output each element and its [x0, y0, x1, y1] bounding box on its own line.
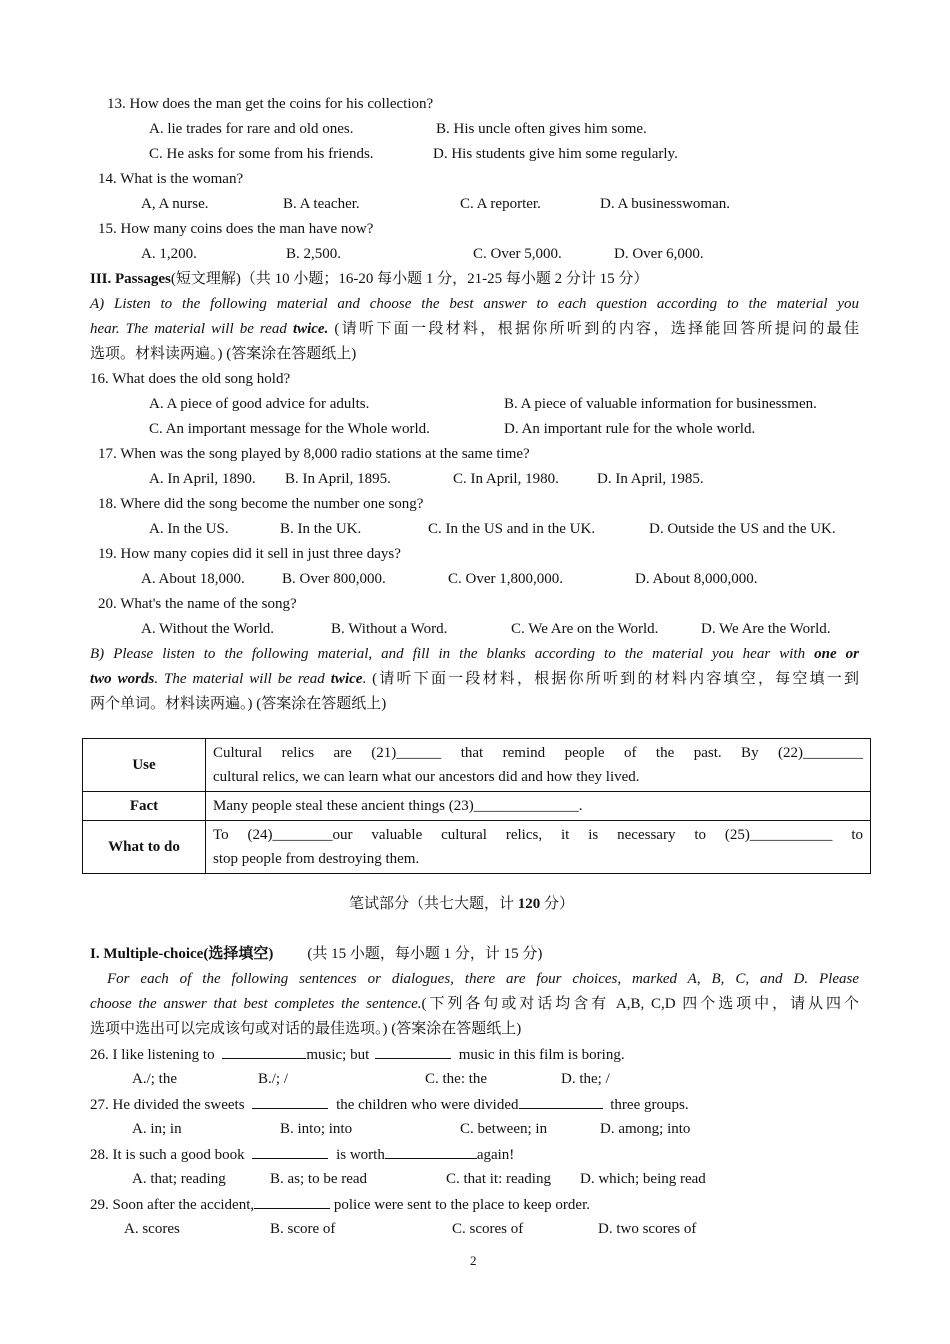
q17-option-a: A. In April, 1890. [149, 471, 256, 487]
q28-option-c: C. that it: reading [446, 1171, 551, 1187]
part-b-one-or: one or [814, 646, 859, 662]
q15-option-a: A. 1,200. [141, 246, 197, 262]
section-1-instruction-line2-cn: (下列各句或对话均含有 A,B, C,D 四个选项中，请从四个 [421, 996, 859, 1012]
q20-stem: 20. What's the name of the song? [98, 596, 297, 612]
q13-option-b: B. His uncle often gives him some. [436, 121, 647, 137]
q19-stem: 19. How many copies did it sell in just three days? [98, 546, 401, 562]
part-a-instruction-line2-italic: hear. The material will be read [90, 321, 293, 337]
q17-option-c: C. In April, 1980. [453, 471, 559, 487]
q27-part1: 27. He divided the sweets [90, 1097, 249, 1113]
table-head-use: Use [83, 739, 206, 792]
q29-option-b: B. score of [270, 1221, 336, 1237]
table-cell-use [206, 739, 871, 792]
q16-stem: 16. What does the old song hold? [90, 371, 291, 387]
q13-option-a: A. lie trades for rare and old ones. [149, 121, 354, 137]
section-1-instruction-line2-italic: choose the answer that best completes the sentence. [90, 996, 422, 1012]
q26-option-d: D. the; / [561, 1071, 610, 1087]
section-1-title [90, 944, 542, 964]
table-cell-what-to-do [206, 821, 871, 874]
q29-stem [90, 1194, 590, 1215]
q17-stem: 17. When was the song played by 8,000 radio stations at the same time? [98, 446, 530, 462]
q26-part2: music; but [306, 1047, 373, 1063]
q26-option-b: B./; / [258, 1071, 289, 1087]
q15-option-b: B. 2,500. [286, 246, 342, 262]
q18-stem: 18. Where did the song become the number one song? [98, 496, 424, 512]
q26-stem [90, 1044, 625, 1065]
q18-option-a: A. In the US. [149, 521, 229, 537]
q19-option-d: D. About 8,000,000. [635, 571, 758, 587]
q28-blank1 [252, 1144, 328, 1159]
q27-option-c: C. between; in [460, 1121, 548, 1137]
written-part-score: 120 [517, 896, 541, 912]
section-3-title-cn: (短文理解)（共 10 小题；16-20 每小题 1 分，21-25 每小题 2 分计 15 分） [170, 271, 649, 287]
q27-blank2 [519, 1094, 603, 1109]
section-1-instruction-line3: 选项中选出可以完成该句或对话的最佳选项。) (答案涂在答题纸上) [90, 1021, 522, 1037]
section-1-score: (共 15 小题，每小题 1 分，计 15 分) [307, 946, 543, 962]
q14-option-d: D. A businesswoman. [600, 196, 731, 212]
q20-option-b: B. Without a Word. [331, 621, 448, 637]
table-use-line1: Cultural relics are (21)______ that remind people of the past. By (22)________ [213, 745, 863, 761]
q16-option-a: A. A piece of good advice for adults. [149, 396, 370, 412]
q16-option-b: B. A piece of valuable information for businessmen. [504, 396, 817, 412]
written-part-post: 分） [540, 896, 575, 912]
q27-part2: the children who were divided [332, 1097, 519, 1113]
q28-option-b: B. as; to be read [270, 1171, 368, 1187]
fill-in-table [82, 738, 871, 874]
section-3-title-en: III. Passages [90, 271, 171, 287]
q15-option-d: D. Over 6,000. [614, 246, 704, 262]
table-row-fact [83, 792, 871, 821]
section-1-instruction-line2 [90, 994, 859, 1014]
q17-option-d: D. In April, 1985. [597, 471, 704, 487]
q18-option-b: B. In the UK. [280, 521, 362, 537]
q18-option-d: D. Outside the US and the UK. [649, 521, 836, 537]
q28-part3: again! [476, 1147, 515, 1163]
part-a-instruction-line1: A) Listen to the following material and choose the best answer to each question according to the material you [90, 296, 859, 312]
part-b-twice: twice [330, 671, 363, 687]
q20-option-c: C. We Are on the World. [511, 621, 659, 637]
part-b-two-words: two words [90, 671, 155, 687]
part-a-instruction-line2 [90, 319, 859, 339]
part-b-instruction-line1 [90, 644, 859, 664]
q14-option-b: B. A teacher. [283, 196, 360, 212]
section-1-title-en: I. Multiple-choice [90, 946, 204, 962]
q28-stem [90, 1144, 514, 1165]
part-b-instruction-line3: 两个单词。材料读两遍。) (答案涂在答题纸上) [90, 696, 387, 712]
section-1-title-cn: (选择填空) [203, 946, 274, 962]
q14-option-a: A, A nurse. [141, 196, 209, 212]
q16-option-d: D. An important rule for the whole world. [504, 421, 756, 437]
q29-option-d: D. two scores of [598, 1221, 697, 1237]
q14-stem: 14. What is the woman? [98, 171, 244, 187]
q28-option-a: A. that; reading [132, 1171, 226, 1187]
part-b-instruction-line2-cn: . (请听下面一段材料，根据你所听到的材料内容填空，每空填一到 [362, 671, 859, 687]
q13-option-c: C. He asks for some from his friends. [149, 146, 374, 162]
q19-option-b: B. Over 800,000. [282, 571, 386, 587]
q20-option-a: A. Without the World. [141, 621, 275, 637]
table-cell-fact: Many people steal these ancient things (23)______________. [206, 792, 871, 821]
q29-option-c: C. scores of [452, 1221, 524, 1237]
q16-option-c: C. An important message for the Whole world. [149, 421, 430, 437]
table-use-line2: cultural relics, we can learn what our ancestors did and how they lived. [213, 769, 640, 785]
part-a-instruction-line3: 选项。材料读两遍。) (答案涂在答题纸上) [90, 346, 357, 362]
q27-option-b: B. into; into [280, 1121, 353, 1137]
table-what-to-do-line2: stop people from destroying them. [213, 851, 420, 867]
section-3-title [90, 269, 648, 289]
q26-part3: music in this film is boring. [455, 1047, 625, 1063]
q29-part1: 29. Soon after the accident, [90, 1197, 255, 1213]
q27-option-a: A. in; in [132, 1121, 182, 1137]
table-what-to-do-line1: To (24)________our valuable cultural relics, it is necessary to (25)___________ to [213, 827, 863, 843]
q27-stem [90, 1094, 689, 1115]
part-a-instruction-line2-cn: (请听下面一段材料，根据你所听到的内容，选择能回答所提问的最佳 [328, 321, 859, 337]
q26-blank2 [375, 1044, 451, 1059]
q26-blank1 [222, 1044, 306, 1059]
q13-option-d: D. His students give him some regularly. [433, 146, 678, 162]
q28-part1: 28. It is such a good book [90, 1147, 249, 1163]
q13-stem: 13. How does the man get the coins for his collection? [107, 96, 434, 112]
q15-option-c: C. Over 5,000. [473, 246, 562, 262]
q29-blank1 [254, 1194, 330, 1209]
written-part-heading [349, 894, 574, 914]
q29-option-a: A. scores [124, 1221, 180, 1237]
section-1-instruction-line1: For each of the following sentences or dialogues, there are four choices, marked A, B, C, and D. Please [107, 971, 859, 987]
q19-option-c: C. Over 1,800,000. [448, 571, 563, 587]
q18-option-c: C. In the US and in the UK. [428, 521, 596, 537]
q15-stem: 15. How many coins does the man have now? [98, 221, 374, 237]
q27-part3: three groups. [606, 1097, 689, 1113]
table-row-what-to-do [83, 821, 871, 874]
q17-option-b: B. In April, 1895. [285, 471, 391, 487]
q26-part1: 26. I like listening to [90, 1047, 219, 1063]
q14-option-c: C. A reporter. [460, 196, 541, 212]
table-head-fact: Fact [83, 792, 206, 821]
table-head-what-to-do: What to do [83, 821, 206, 874]
q28-part2: is worth [332, 1147, 385, 1163]
q19-option-a: A. About 18,000. [141, 571, 245, 587]
q26-option-c: C. the: the [425, 1071, 488, 1087]
q20-option-d: D. We Are the World. [701, 621, 831, 637]
q28-option-d: D. which; being read [580, 1171, 706, 1187]
q26-option-a: A./; the [132, 1071, 177, 1087]
q28-blank2 [385, 1144, 477, 1159]
part-b-instruction-line2-italic: . The material will be read [154, 671, 331, 687]
q27-option-d: D. among; into [600, 1121, 691, 1137]
part-b-instruction-line1-italic: B) Please listen to the following material, and fill in the blanks according to the material you hear with [90, 646, 815, 662]
q27-blank1 [252, 1094, 328, 1109]
page-number: 2 [470, 1253, 477, 1268]
table-row-use [83, 739, 871, 792]
part-a-twice: twice. [292, 321, 329, 337]
written-part-pre: 笔试部分（共七大题，计 [349, 896, 518, 912]
part-b-instruction-line2 [90, 669, 859, 689]
q29-part2: police were sent to the place to keep order. [330, 1197, 591, 1213]
